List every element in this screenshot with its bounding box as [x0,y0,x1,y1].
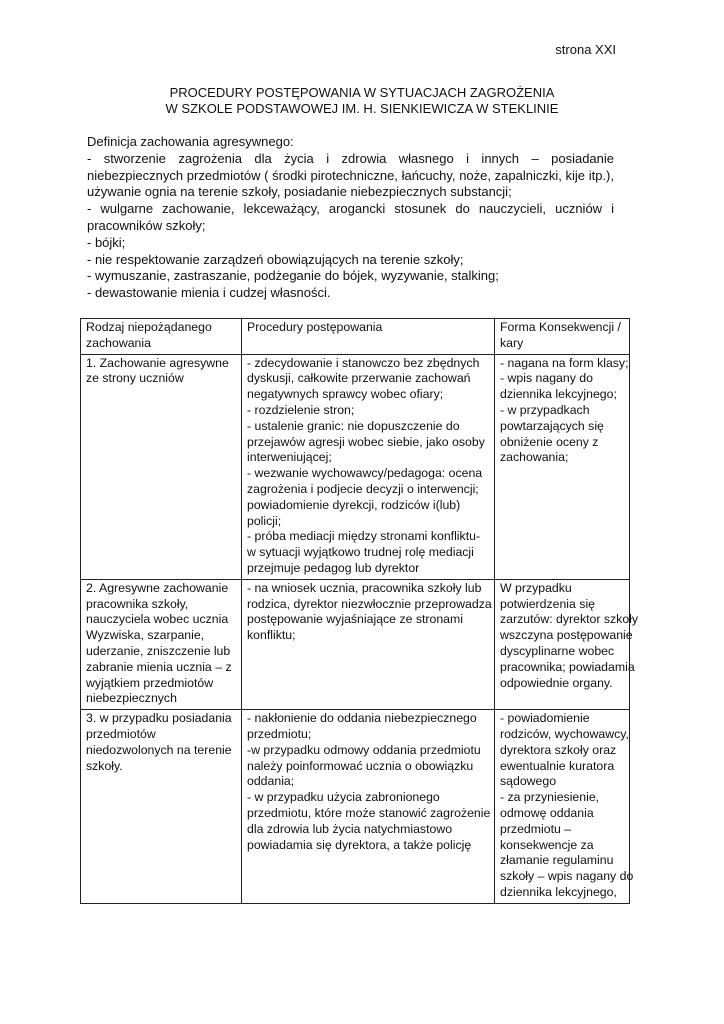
cell-line: ze strony uczniów [86,371,184,386]
cell-line: - w przypadkach [500,402,590,417]
definition-title: Definicja zachowania agresywnego: [87,134,294,149]
cell-line: dziennika lekcyjnego; [500,387,617,402]
cell-line: - powiadomienie [500,711,590,726]
definition-item: - nie respektowanie zarządzeń obowiązujących na terenie szkoły; [87,251,464,267]
cell-line: dyskusji, całkowite przerwanie zachowań [247,371,471,386]
cell-line: - na wniosek ucznia, pracownika szkoły lub [247,580,482,595]
cell-line: oddania; [247,774,295,789]
cell-line: - w przypadku użycia zabronionego [247,790,440,805]
cell-line: wyjątkiem przedmiotów [86,675,214,690]
cell-line: powiadomienie dyrekcji, rodziców i(lub) [247,497,461,512]
cell-line: uderzanie, zniszczenie lub [86,643,231,658]
cell-line: - wpis nagany do [500,371,593,386]
procedures-table [80,318,639,904]
procedures-cell [242,710,495,904]
cell-line: interweniującej; [247,450,332,465]
cell-line: obniżenie oceny z [500,434,599,449]
cell-line: rodziców, wychowawcy, [500,726,629,741]
cell-line: odpowiednie organy. [500,675,613,690]
definition-item: - stworzenie zagrożenia dla życia i zdrowia własnego i innych – posiadanie niebezpiecznych przedmiotów ( środki pirotechniczne, łańcuchy, noże, zapalniczki, kije itp.), używanie ognia na terenie szkoły, posiadanie niebezpiecznych substancji; [87,150,614,200]
cell-line: - nagana na form klasy; [500,355,629,370]
cell-line: policji; [247,513,282,528]
header-behavior [81,319,242,355]
cell-line: postępowanie wyjaśniające ze stronami [247,612,463,627]
cell-line: przedmiotów [86,726,156,741]
cell-line: powiadamia się dyrektora, a także policję [247,837,472,852]
cell-line: Rodzaj niepożądanego [86,320,212,334]
table-row [81,354,630,579]
cell-line: kary [500,335,524,350]
procedures-cell [242,354,495,579]
cell-line: - nakłonienie do oddania niebezpiecznego [247,711,477,726]
cell-line: Wyzwiska, szarpanie, [86,628,205,643]
cell-line: nauczyciela wobec ucznia [86,612,229,627]
cell-line: ewentualnie kuratora [500,758,615,773]
cell-line: -w przypadku odmowy oddania przedmiotu [247,742,481,757]
document-title-line-1: PROCEDURY POSTĘPOWANIA W SYTUACJACH ZAGROŻENIA [169,85,555,100]
cell-line: przejmuje pedagog lub dyrektor [247,560,420,575]
cell-line: pracownika; powiadamia [500,659,635,674]
procedures-cell [242,579,495,709]
cell-line: przedmiotu, które może stanowić zagrożenie [247,805,491,820]
table-row [81,579,630,709]
cell-line: - wezwanie wychowawcy/pedagoga: ocena [247,466,483,481]
header-consequences [495,319,630,355]
cell-line: konsekwencje za [500,837,594,852]
cell-line: 2. Agresywne zachowanie [86,580,229,595]
consequences-cell [495,579,639,709]
cell-line: przedmiotu; [247,726,312,741]
cell-line: negatywnych sprawcy wobec ofiary; [247,387,444,402]
cell-line: należy poinformować ucznia o obowiązku [247,758,474,773]
cell-line: - zdecydowanie i stanowczo bez zbędnych [247,355,480,370]
behavior-cell [81,710,242,904]
document-title-line-2: W SZKOLE PODSTAWOWEJ IM. H. SIENKIEWICZA W STEKLINIE [165,101,559,116]
cell-line: - rozdzielenie stron; [247,402,355,417]
behavior-cell [81,579,242,709]
cell-line: zachowania; [500,450,569,465]
cell-line: zarzutów: dyrektor szkoły [500,612,639,627]
cell-line: W przypadku [500,580,572,595]
cell-line: zachowania [86,335,151,350]
table-row [81,710,630,904]
cell-line: niedozwolonych na terenie [86,742,232,757]
cell-line: przejawów agresji wobec siebie, jako osoby [247,434,485,449]
cell-line: szkoły. [86,758,123,773]
consequences-cell [495,710,634,904]
cell-line: dla zdrowia lub życia natychmiastowo [247,821,453,836]
definition-item: - wymuszanie, zastraszanie, podżeganie do bójek, wyzywanie, stalking; [87,268,499,284]
cell-line: dyscyplinarne wobec [500,643,615,658]
cell-line: - ustalenie granic: nie dopuszczenie do [247,418,460,433]
cell-line: niebezpiecznych [86,691,177,706]
cell-line: potwierdzenia się [500,596,596,611]
cell-line: zagrożenia i podjecie decyzji o interwencji; [247,481,479,496]
cell-line: pracownika szkoły, [86,596,189,611]
behavior-cell [81,354,242,579]
page-number: strona XXI [555,42,616,57]
cell-line: złamanie regulaminu [500,853,614,868]
cell-line: dyrektora szkoły oraz [500,742,617,757]
cell-line: szkoły – wpis nagany do [500,869,634,884]
cell-line: przedmiotu – [500,821,572,836]
cell-line: sądowego [500,774,557,789]
cell-line: - próba mediacji między stronami konfliktu- [247,529,481,544]
definition-item: - bójki; [87,234,126,250]
cell-line: dziennika lekcyjnego, [500,884,617,899]
cell-line: 1. Zachowanie agresywne [86,355,229,370]
cell-line: konfliktu; [247,628,296,643]
table-header-row [81,319,630,355]
consequences-cell [495,354,630,579]
definition-item: - wulgarne zachowanie, lekceważący, arogancki stosunek do nauczycieli, uczniów i pracowników szkoły; [87,201,614,233]
definition-section [87,134,614,302]
cell-line: odmowę oddania [500,805,594,820]
cell-line: rodzica, dyrektor niezwłocznie przeprowadza [247,596,492,611]
cell-line: wszczyna postępowanie [500,628,633,643]
cell-line: powtarzających się [500,418,604,433]
document-title [80,85,644,117]
definition-item: - dewastowanie mienia i cudzej własności. [87,285,331,301]
cell-line: zabranie mienia ucznia – z [86,659,232,674]
cell-line: Procedury postępowania [247,320,383,334]
cell-line: 3. w przypadku posiadania [86,711,232,726]
cell-line: Forma Konsekwencji / [500,320,621,334]
cell-line: - za przyniesienie, [500,790,600,805]
header-procedures [242,319,495,355]
cell-line: w sytuacji wyjątkowo trudnej rolę mediacji [247,545,474,560]
